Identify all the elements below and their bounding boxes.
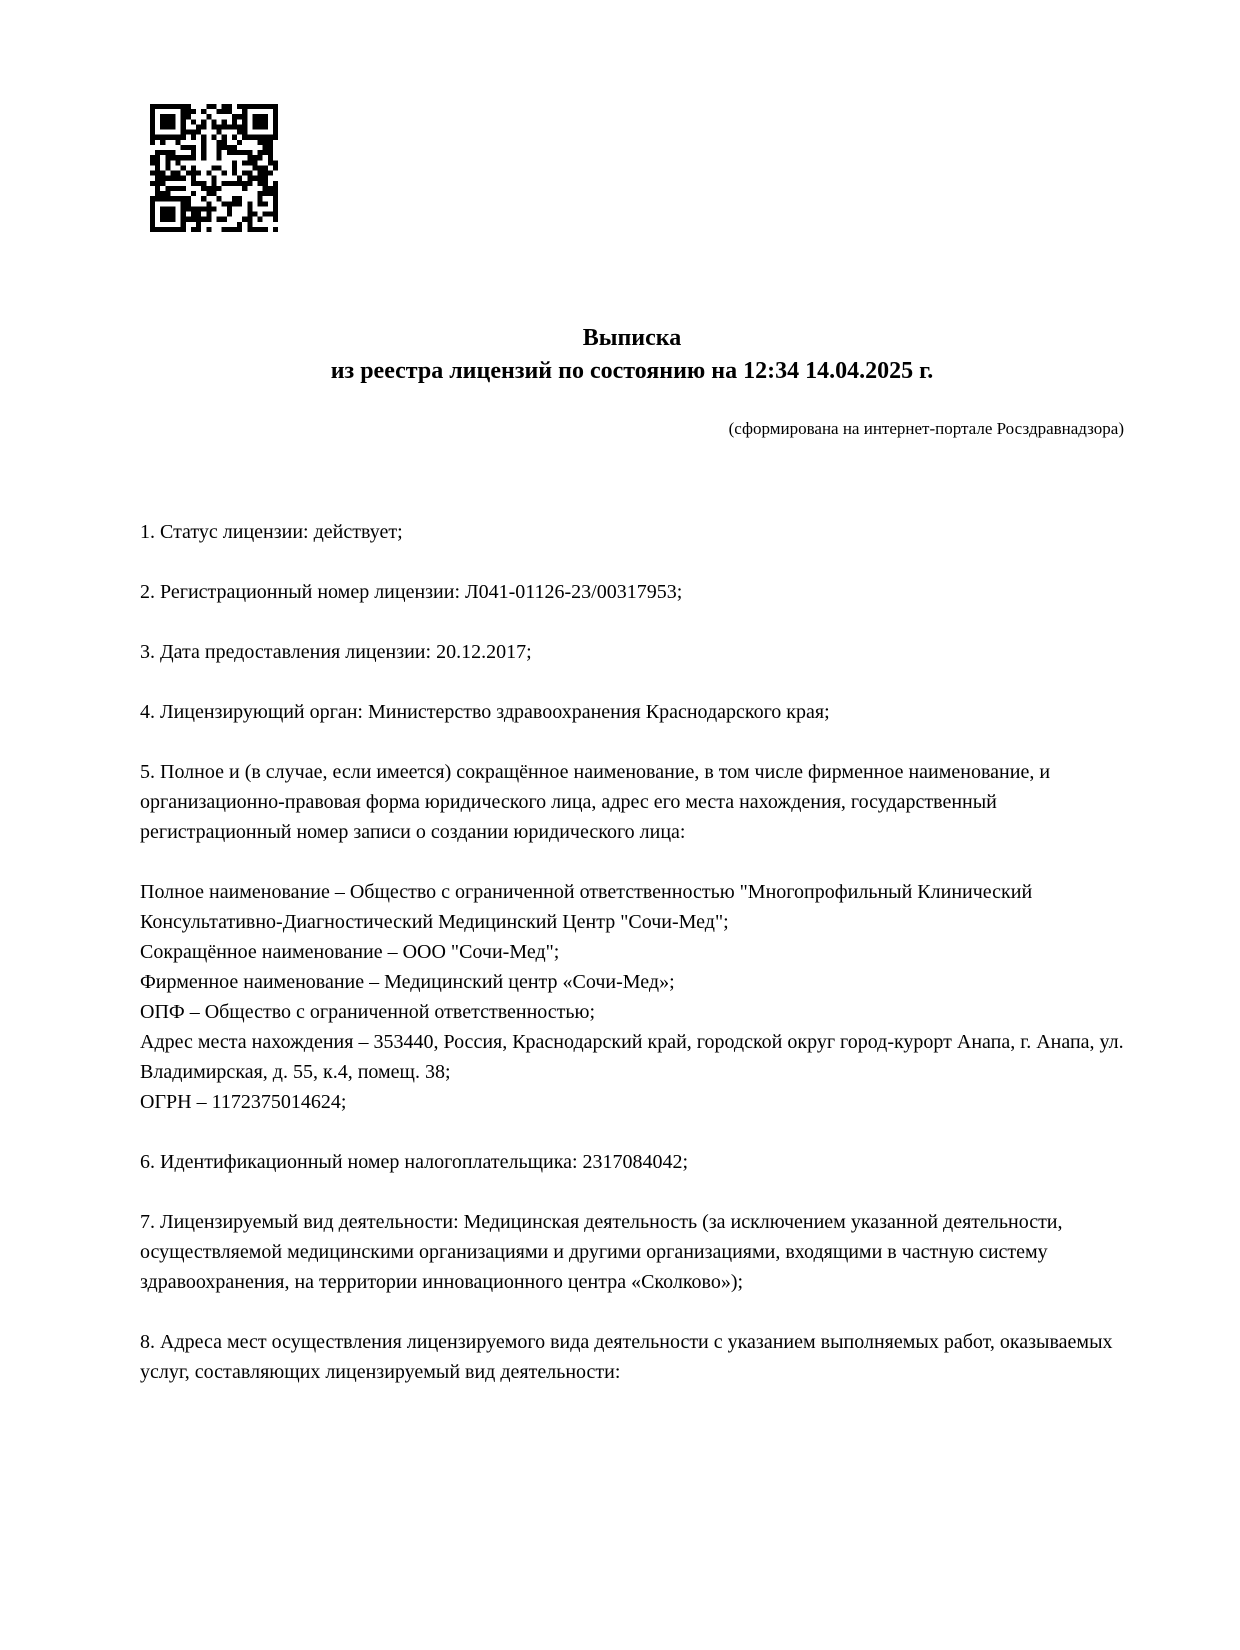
paragraph-license-date: 3. Дата предоставления лицензии: 20.12.2017; bbox=[140, 641, 532, 663]
paragraph-licensing-authority: 4. Лицензирующий орган: Министерство здравоохранения Краснодарского края; bbox=[140, 701, 830, 723]
entity-full-name: Полное наименование – Общество с ограниченной ответственностью "Многопрофильный Клинический Консультативно-Диагностический Медицинский Центр "Сочи-Мед"; bbox=[140, 881, 1033, 933]
paragraph-activity-addresses: 8. Адреса мест осуществления лицензируемого вида деятельности с указанием выполняемых работ, оказываемых услуг, составляющих лицензируемый вид деятельности: bbox=[140, 1331, 1113, 1383]
document-subtitle: (сформирована на интернет-портале Росздравнадзора) bbox=[728, 419, 1124, 438]
entity-details bbox=[140, 877, 1124, 1117]
paragraph-license-status: 1. Статус лицензии: действует; bbox=[140, 521, 403, 543]
entity-brand-name: Фирменное наименование – Медицинский центр «Сочи-Мед»; bbox=[140, 971, 675, 993]
paragraph-inn: 6. Идентификационный номер налогоплательщика: 2317084042; bbox=[140, 1151, 689, 1173]
entity-short-name: Сокращённое наименование – ООО "Сочи-Мед"; bbox=[140, 941, 560, 963]
document-body bbox=[140, 517, 1124, 1387]
title-line-2: из реестра лицензий по состоянию на 12:34 14.04.2025 г. bbox=[330, 358, 934, 384]
entity-address: Адрес места нахождения – 353440, Россия, Краснодарский край, городской округ город-курорт Анапа, г. Анапа, ул. Владимирская, д. 55, к.4, помещ. 38; bbox=[140, 1031, 1124, 1083]
paragraph-registration-number: 2. Регистрационный номер лицензии: Л041-01126-23/00317953; bbox=[140, 581, 683, 603]
entity-legal-form: ОПФ – Общество с ограниченной ответственностью; bbox=[140, 1001, 596, 1023]
paragraph-licensed-activity: 7. Лицензируемый вид деятельности: Медицинская деятельность (за исключением указанной деятельности, осуществляемой медицинскими организациями и другими организациями, входящими в частную систему здравоохранения, на территории инновационного центра «Сколково»); bbox=[140, 1211, 1063, 1293]
document-title bbox=[140, 322, 1124, 388]
title-line-1: Выписка bbox=[582, 325, 682, 351]
paragraph-entity-intro: 5. Полное и (в случае, если имеется) сокращённое наименование, в том числе фирменное наименование, и организационно-правовая форма юридического лица, адрес его места нахождения, государственный регистрационный номер записи о создании юридического лица: bbox=[140, 761, 1051, 843]
entity-ogrn: ОГРН – 1172375014624; bbox=[140, 1091, 347, 1113]
document-content bbox=[140, 0, 1124, 1417]
